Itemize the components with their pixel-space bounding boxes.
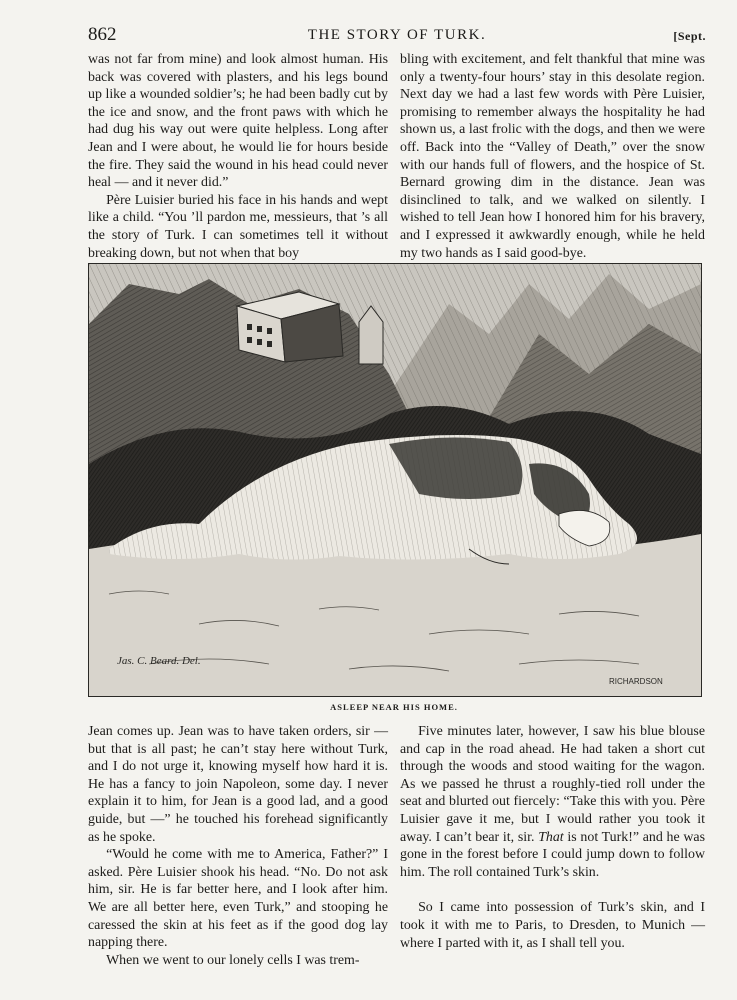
section-mark: [Sept. <box>673 29 706 43</box>
paragraph <box>400 723 705 881</box>
paragraph: Père Luisier buried his face in his hands and wept like a child. “You ’ll pardon me, messieurs, that ’s all the story of Turk. I can sometimes tell it without breaking down, but not when that boy <box>88 192 388 261</box>
paragraph: When we went to our lonely cells I was trem- <box>106 952 360 968</box>
engraving-illustration <box>88 263 702 697</box>
paragraph: So I came into possession of Turk’s skin, and I took it with me to Paris, to Dresden, to Munich — where I parted with it, as I shall tell you. <box>400 900 705 951</box>
paragraph: “Would he come with me to America, Father?” I asked. Père Luisier shook his head. “No. Do not ask him, sir. He is far better here, and I look after him. We are all better here, even Turk,” and stooping he caressed the skin at his feet as if the good dog lay napping there. <box>88 847 388 951</box>
text-column-bottom-left <box>88 723 388 969</box>
paragraph: Jean comes up. Jean was to have taken orders, sir — but that is all past; he can’t stay here without Turk, and I do not urge it, knowing myself how hard it is. He has a fancy to join Napoleon, some day. I never explain it to him, for Jean is a good lad, and a good guide, but —” he touched his forehead significantly as he spoke. <box>88 724 388 845</box>
engraving-art <box>89 264 701 696</box>
paragraph-text: Five minutes later, however, I saw his blue blouse and cap in the road ahead. He had taken a short cut through the woods and stood waiting for the wagon. As we passed he thrust a roughly-tied roll under the seat and blurted out fiercely: “Take this with you. Père Luisier gave it me, but I would rather you took it away. I can’t bear it, sir. <box>400 724 705 845</box>
page-header <box>88 24 706 48</box>
engraver-signature: RICHARDSON <box>609 677 663 686</box>
figure-caption: ASLEEP NEAR HIS HOME. <box>330 702 458 712</box>
paragraph: was not far from mine) and look almost human. His back was covered with plasters, and his legs bound up like a wounded soldier’s; he had been badly cut by the ice and snow, and the front paws with which he had dug his way out were quite helpless. Long after Jean and I were about, he would lie for hours beside the fire. They said the wound in his head could never heal — and it never did.” <box>88 52 388 191</box>
running-title: THE STORY OF TURK. <box>307 27 487 43</box>
text-column-bottom-right <box>400 723 705 952</box>
artist-signature: Jas. C. Beard. Del. <box>117 655 201 667</box>
paragraph-text: is not Turk!” and he was gone in the forest before I could jump down to follow him. The roll contained Turk’s skin. <box>400 829 705 880</box>
emphasized-word: That <box>538 829 564 845</box>
paragraph: bling with excitement, and felt thankful that mine was only a twenty-four hours’ stay in this desolate region. Next day we had a last few words with Père Luisier, promising to remember always the hospitality he had shown us, a last frolic with the dogs, and then we were off. Back into the “Valley of Death,” over the snow with our hands full of flowers, and the hospice of St. Bernard growing dim in the distance. Jean was disinclined to talk, and we walked on silently. I wished to tell Jean how I honored him for his bravery, and I expressed it awkwardly enough, while he held my two hands as I said good-bye. <box>400 52 705 261</box>
text-column-top-left <box>88 51 388 262</box>
page-number: 862 <box>88 24 117 45</box>
text-column-top-right <box>400 51 705 262</box>
